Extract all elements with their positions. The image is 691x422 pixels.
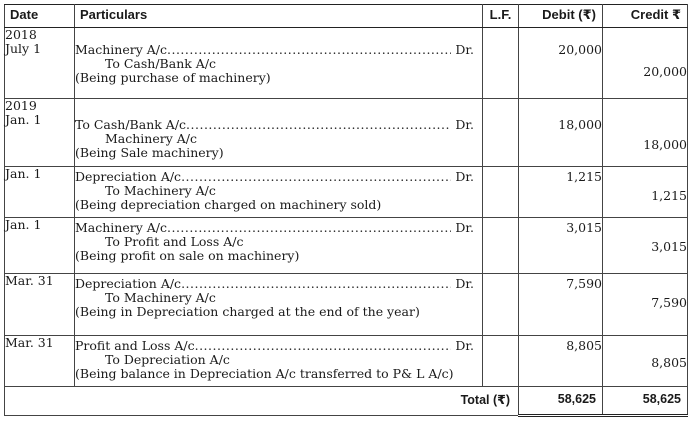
entry-particulars	[75, 218, 483, 274]
date-line: Jan. 1	[5, 112, 42, 127]
header-date: Date	[5, 5, 75, 28]
entry-debit	[519, 218, 603, 274]
credit-amount: 3,015	[651, 239, 687, 254]
credit-amount: 8,805	[651, 355, 687, 370]
date-line: Jan. 1	[5, 217, 42, 232]
debit-amount: 18,000	[558, 117, 602, 132]
entry-lf	[483, 167, 519, 218]
credit-amount: 18,000	[643, 137, 687, 152]
entry-credit	[603, 167, 688, 218]
debit-account: To Cash/Bank A/c	[75, 117, 187, 132]
dr-marker: Dr.	[455, 42, 474, 57]
debit-account: Machinery A/c	[75, 42, 167, 57]
credit-account: To Machinery A/c	[105, 183, 216, 198]
credit-amount: 20,000	[643, 64, 687, 79]
debit-amount: 7,590	[566, 276, 602, 291]
entry-debit	[519, 336, 603, 387]
journal-entry	[5, 218, 688, 274]
entry-particulars	[75, 274, 483, 336]
entry-debit	[519, 274, 603, 336]
credit-amount: 1,215	[651, 188, 687, 203]
entry-credit	[603, 28, 688, 99]
journal-page	[4, 4, 687, 417]
debit-amount: 1,215	[566, 169, 602, 184]
journal-entry	[5, 99, 688, 167]
entry-lf	[483, 28, 519, 99]
debit-amount: 3,015	[566, 220, 602, 235]
entry-particulars	[75, 167, 483, 218]
entry-particulars	[75, 99, 483, 167]
journal-entry	[5, 167, 688, 218]
credit-account: To Profit and Loss A/c	[105, 234, 244, 249]
narration: (Being depreciation charged on machinery sold)	[75, 197, 382, 212]
header-particulars: Particulars	[75, 5, 483, 28]
dr-marker: Dr.	[455, 117, 474, 132]
header-row	[5, 5, 688, 28]
entry-particulars	[75, 336, 483, 387]
entry-debit	[519, 28, 603, 99]
dr-marker: Dr.	[455, 276, 474, 291]
total-debit: 58,625	[519, 387, 603, 416]
journal-entry	[5, 274, 688, 336]
entry-credit	[603, 99, 688, 167]
narration: (Being profit on sale on machinery)	[75, 248, 300, 263]
date-line: Jan. 1	[5, 166, 42, 181]
narration: (Being purchase of machinery)	[75, 70, 271, 85]
date-line: Mar. 31	[5, 335, 54, 350]
entry-lf	[483, 274, 519, 336]
entry-particulars	[75, 28, 483, 99]
entry-date	[5, 28, 75, 99]
entry-date	[5, 274, 75, 336]
credit-account: Machinery A/c	[105, 131, 197, 146]
journal-table	[4, 4, 688, 417]
debit-account: Machinery A/c	[75, 220, 167, 235]
dr-marker: Dr.	[455, 169, 474, 184]
date-line: July 1	[5, 41, 42, 56]
credit-account: To Cash/Bank A/c	[105, 56, 217, 71]
credit-amount: 7,590	[651, 295, 687, 310]
dr-marker: Dr.	[455, 338, 474, 353]
dr-marker: Dr.	[455, 220, 474, 235]
total-label: Total (₹)	[75, 387, 519, 416]
debit-amount: 8,805	[566, 338, 602, 353]
entry-lf	[483, 218, 519, 274]
header-lf: L.F.	[483, 5, 519, 28]
journal-entry	[5, 28, 688, 99]
date-line: 2018	[5, 27, 37, 42]
total-row	[5, 387, 688, 416]
debit-account: Depreciation A/c	[75, 276, 182, 291]
narration: (Being in Depreciation charged at the end of the year)	[75, 304, 420, 319]
date-line: 2019	[5, 98, 37, 113]
total-credit: 58,625	[603, 387, 688, 416]
entry-debit	[519, 99, 603, 167]
entry-lf	[483, 336, 519, 387]
entry-date	[5, 218, 75, 274]
header-debit: Debit (₹)	[519, 5, 603, 28]
entry-date	[5, 167, 75, 218]
header-credit: Credit ₹	[603, 5, 688, 28]
debit-amount: 20,000	[558, 42, 602, 57]
credit-account: To Machinery A/c	[105, 290, 216, 305]
credit-account: To Depreciation A/c	[105, 352, 230, 367]
narration: (Being balance in Depreciation A/c transferred to P& L A/c)	[75, 366, 454, 381]
debit-account: Depreciation A/c	[75, 169, 182, 184]
date-line: Mar. 31	[5, 273, 54, 288]
entry-date	[5, 336, 75, 387]
entry-credit	[603, 274, 688, 336]
narration: (Being Sale machinery)	[75, 145, 224, 160]
entry-debit	[519, 167, 603, 218]
entry-credit	[603, 218, 688, 274]
entry-credit	[603, 336, 688, 387]
debit-account: Profit and Loss A/c	[75, 338, 195, 353]
entry-date	[5, 99, 75, 167]
journal-entry	[5, 336, 688, 387]
entry-lf	[483, 99, 519, 167]
